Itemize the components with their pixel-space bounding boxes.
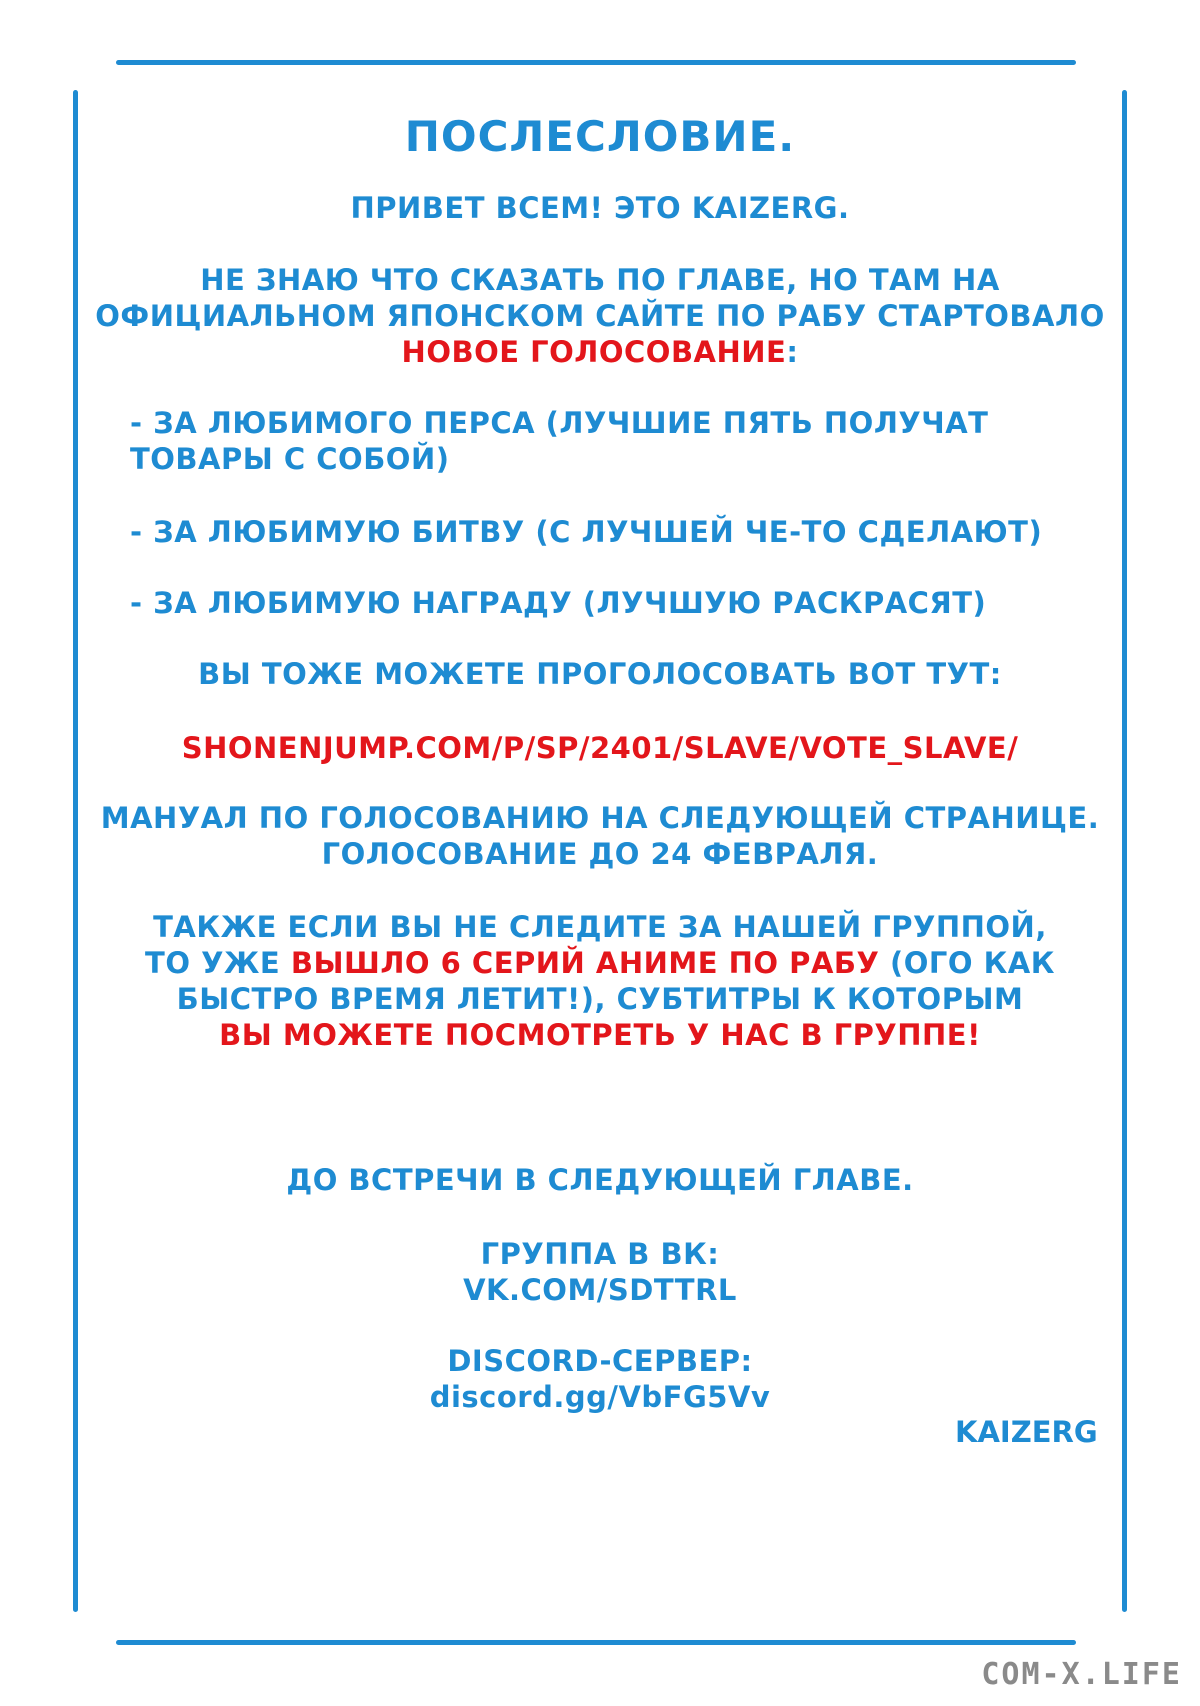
list-item-2: - ЗА ЛЮБИМУЮ БИТВУ (С ЛУЧШЕЙ ЧЕ-ТО СДЕЛАЮТ) bbox=[130, 515, 1043, 549]
vk-link[interactable]: VK.COM/SDTTRL bbox=[463, 1273, 737, 1307]
list-item-3: - ЗА ЛЮБИМУЮ НАГРАДУ (ЛУЧШУЮ РАСКРАСЯТ) bbox=[130, 586, 987, 620]
manual-line-2: ГОЛОСОВАНИЕ ДО 24 ФЕВРАЛЯ. bbox=[321, 837, 879, 871]
discord-link[interactable]: discord.gg/VbFG5Vv bbox=[429, 1380, 771, 1414]
list-item-1-line-1: - ЗА ЛЮБИМОГО ПЕРСА (ЛУЧШИЕ ПЯТЬ ПОЛУЧАТ bbox=[130, 406, 989, 440]
group-line-4: ВЫ МОЖЕТЕ ПОСМОТРЕТЬ У НАС В ГРУППЕ! bbox=[219, 1018, 981, 1052]
group-line-2-post: (ОГО КАК bbox=[879, 946, 1055, 980]
vote-prompt: ВЫ ТОЖЕ МОЖЕТЕ ПРОГОЛОСОВАТЬ ВОТ ТУТ: bbox=[198, 657, 1002, 691]
discord-label: DISCORD-СЕРВЕР: bbox=[447, 1344, 753, 1378]
group-line-3: БЫСТРО ВРЕМЯ ЛЕТИТ!), СУБТИТРЫ К КОТОРЫМ bbox=[176, 982, 1024, 1016]
signature: KAIZERG bbox=[955, 1415, 1098, 1449]
intro-line-3 bbox=[0, 334, 1200, 370]
vote-link[interactable]: SHONENJUMP.COM/P/SP/2401/SLAVE/VOTE_SLAVE/ bbox=[181, 731, 1019, 765]
intro-line-1: НЕ ЗНАЮ ЧТО СКАЗАТЬ ПО ГЛАВЕ, НО ТАМ НА bbox=[200, 263, 1000, 297]
group-line-2-pre: ТО УЖЕ bbox=[145, 946, 291, 980]
farewell: ДО ВСТРЕЧИ В СЛЕДУЮЩЕЙ ГЛАВЕ. bbox=[286, 1163, 914, 1197]
new-vote-highlight: НОВОЕ ГОЛОСОВАНИЕ bbox=[401, 335, 787, 369]
watermark: COM-X.LIFE bbox=[981, 1657, 1182, 1692]
anime-episodes-highlight: ВЫШЛО 6 СЕРИЙ АНИМЕ ПО РАБУ bbox=[290, 946, 880, 980]
manual-line-1: МАНУАЛ ПО ГОЛОСОВАНИЮ НА СЛЕДУЮЩЕЙ СТРАНИЦЕ. bbox=[100, 801, 1100, 835]
group-line-1: ТАКЖЕ ЕСЛИ ВЫ НЕ СЛЕДИТЕ ЗА НАШЕЙ ГРУППОЙ, bbox=[153, 910, 1047, 944]
vk-label: ГРУППА В ВК: bbox=[480, 1237, 720, 1271]
group-line-2 bbox=[0, 945, 1200, 981]
greeting: ПРИВЕТ ВСЕМ! ЭТО KAIZERG. bbox=[350, 191, 850, 225]
frame-bottom-line bbox=[116, 1640, 1076, 1645]
intro-line-2: ОФИЦИАЛЬНОМ ЯПОНСКОМ САЙТЕ ПО РАБУ СТАРТОВАЛО bbox=[95, 299, 1105, 333]
frame-top-line bbox=[116, 60, 1076, 65]
intro-colon: : bbox=[786, 335, 799, 369]
page-title: ПОСЛЕСЛОВИЕ. bbox=[404, 112, 796, 161]
list-item-1-line-2: ТОВАРЫ С СОБОЙ) bbox=[130, 442, 450, 476]
